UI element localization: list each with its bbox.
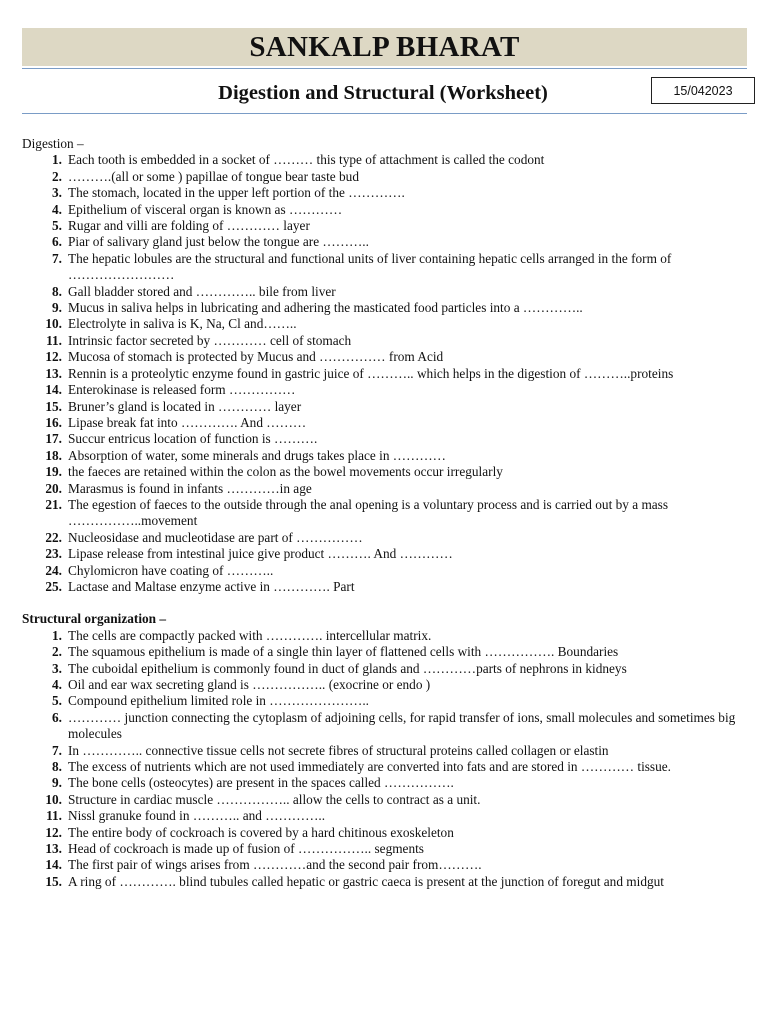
question-number: 3. xyxy=(52,185,62,201)
question-number: 13. xyxy=(45,841,62,857)
question-number: 7. xyxy=(52,742,62,758)
question-number: 5. xyxy=(52,693,62,709)
question-text: Lipase release from intestinal juice give product ………. And ………… xyxy=(68,546,453,562)
question-number: 17. xyxy=(45,431,62,447)
question-text: The excess of nutrients which are not used immediately are converted into fats and are stored in ………… tissue. xyxy=(68,759,671,775)
question-text: Oil and ear wax secreting gland is …………….. (exocrine or endo ) xyxy=(68,677,431,692)
question-number: 1. xyxy=(52,627,62,643)
question-item xyxy=(22,415,750,431)
question-text: Intrinsic factor secreted by ………… cell of stomach xyxy=(68,332,352,348)
question-text: Lactase and Maltase enzyme active in …………. Part xyxy=(68,578,355,594)
question-item xyxy=(22,349,750,365)
question-list-structural xyxy=(22,628,750,891)
question-text: ……….(all or some ) papillae of tongue bear taste bud xyxy=(68,168,359,184)
question-number: 14. xyxy=(45,857,62,873)
question-item xyxy=(22,661,750,677)
question-text: The cells are compactly packed with …………. intercellular matrix. xyxy=(68,627,432,643)
question-text: Epithelium of visceral organ is known as ………… xyxy=(68,201,343,217)
question-item xyxy=(22,644,750,660)
question-number: 7. xyxy=(52,250,62,266)
question-number: 9. xyxy=(52,775,62,791)
question-text: The egestion of faeces to the outside through the anal opening is a voluntary process and is carried out by a mass ……………..movement xyxy=(68,496,669,529)
question-number: 4. xyxy=(52,201,62,217)
question-item xyxy=(22,185,750,201)
question-text: Mucus in saliva helps in lubricating and adhering the masticated food particles into a ………….. xyxy=(68,300,583,316)
question-text: ………… junction connecting the cytoplasm of adjoining cells, for rapid transfer of ions, small molecules and sometimes big molecules xyxy=(68,709,736,742)
question-text: The bone cells (osteocytes) are present in the spaces called ……………. xyxy=(68,775,454,791)
question-item xyxy=(22,152,750,168)
question-number: 1. xyxy=(52,152,62,168)
question-text: Gall bladder stored and ………….. bile from liver xyxy=(68,283,336,299)
question-text: The hepatic lobules are the structural and functional units of liver containing hepatic cells arranged in the form of …………………… xyxy=(68,250,672,283)
question-number: 11. xyxy=(46,808,62,824)
question-number: 6. xyxy=(52,234,62,250)
question-item xyxy=(22,251,750,284)
question-item xyxy=(22,316,750,332)
question-text: Enterokinase is released form …………… xyxy=(68,382,296,398)
section-title-digestion: Digestion – xyxy=(22,136,84,151)
question-text: A ring of …………. blind tubules called hepatic or gastric caeca is present at the junction of foregut and midgut xyxy=(68,873,664,889)
question-number: 20. xyxy=(45,480,62,496)
section-title-structural: Structural organization – xyxy=(22,611,167,627)
question-number: 21. xyxy=(45,496,62,512)
question-item xyxy=(22,546,750,562)
question-text: the faeces are retained within the colon as the bowel movements occur irregularly xyxy=(68,464,503,480)
section-gap xyxy=(22,595,750,611)
question-text: The entire body of cockroach is covered by a hard chitinous exoskeleton xyxy=(68,824,454,840)
question-number: 9. xyxy=(52,300,62,316)
question-number: 11. xyxy=(46,332,62,348)
question-text: Absorption of water, some minerals and drugs takes place in ………… xyxy=(68,447,446,463)
question-item xyxy=(22,579,750,595)
question-text: Bruner’s gland is located in ………… layer xyxy=(68,398,302,414)
question-number: 12. xyxy=(45,824,62,840)
question-text: Nucleosidase and mucleotidase are part of …………… xyxy=(68,529,363,545)
question-number: 8. xyxy=(52,283,62,299)
question-item xyxy=(22,399,750,415)
question-item xyxy=(22,628,750,644)
question-number: 4. xyxy=(52,677,62,692)
question-text: Rennin is a proteolytic enzyme found in gastric juice of ……….. which helps in the digestion of ………..proteins xyxy=(68,365,674,381)
question-number: 14. xyxy=(45,382,62,398)
question-number: 23. xyxy=(45,546,62,562)
question-number: 16. xyxy=(45,414,62,430)
question-item xyxy=(22,825,750,841)
question-text: Head of cockroach is made up of fusion of …………….. segments xyxy=(68,841,424,857)
question-item xyxy=(22,792,750,808)
question-number: 10. xyxy=(45,316,62,332)
question-item xyxy=(22,464,750,480)
question-number: 5. xyxy=(52,218,62,234)
question-number: 25. xyxy=(45,578,62,594)
question-number: 10. xyxy=(45,791,62,807)
question-item xyxy=(22,169,750,185)
brand-title: SANKALP BHARAT xyxy=(249,30,520,63)
question-text: Compound epithelium limited role in ………………….. xyxy=(68,693,370,709)
question-item xyxy=(22,234,750,250)
question-item xyxy=(22,874,750,890)
question-item xyxy=(22,693,750,709)
question-text: Nissl granuke found in ……….. and ………….. xyxy=(68,808,326,824)
question-item xyxy=(22,841,750,857)
question-text: The squamous epithelium is made of a single thin layer of flattened cells with ……………. Boundaries xyxy=(68,644,619,660)
question-item xyxy=(22,530,750,546)
question-text: Each tooth is embedded in a socket of ……… this type of attachment is called the codont xyxy=(68,152,545,168)
question-number: 2. xyxy=(52,168,62,184)
date-box xyxy=(651,77,755,104)
question-item xyxy=(22,284,750,300)
brand-banner xyxy=(22,28,747,66)
question-number: 6. xyxy=(52,709,62,725)
question-item xyxy=(22,448,750,464)
question-text: The stomach, located in the upper left portion of the …………. xyxy=(68,185,405,201)
question-text: Lipase break fat into …………. And ……… xyxy=(68,414,307,430)
date-text: 15/042023 xyxy=(673,83,733,98)
question-item xyxy=(22,710,750,743)
question-list-digestion xyxy=(22,152,750,595)
question-number: 3. xyxy=(52,660,62,676)
question-number: 2. xyxy=(52,644,62,660)
question-number: 8. xyxy=(52,759,62,775)
question-item xyxy=(22,497,750,530)
question-number: 24. xyxy=(45,562,62,578)
question-item xyxy=(22,218,750,234)
section-digestion xyxy=(22,136,750,595)
question-item xyxy=(22,775,750,791)
question-item xyxy=(22,759,750,775)
question-item xyxy=(22,563,750,579)
question-item xyxy=(22,481,750,497)
question-text: Succur entricus location of function is ………. xyxy=(68,431,318,447)
question-number: 12. xyxy=(45,349,62,365)
question-number: 13. xyxy=(45,365,62,381)
question-item xyxy=(22,333,750,349)
question-number: 19. xyxy=(45,464,62,480)
question-item xyxy=(22,431,750,447)
question-text: Electrolyte in saliva is K, Na, Cl and…….. xyxy=(68,316,297,332)
question-item xyxy=(22,857,750,873)
question-item xyxy=(22,743,750,759)
question-text: In ………….. connective tissue cells not secrete fibres of structural proteins called collagen or elastin xyxy=(68,742,609,758)
question-text: Marasmus is found in infants …………in age xyxy=(68,480,312,496)
section-structural xyxy=(22,611,750,890)
question-item xyxy=(22,677,750,693)
question-text: Chylomicron have coating of ……….. xyxy=(68,562,274,578)
worksheet-title-text: Digestion and Structural (Worksheet) xyxy=(218,82,548,104)
question-item xyxy=(22,366,750,382)
header-rule-bottom xyxy=(22,113,747,114)
question-text: Rugar and villi are folding of ………… layer xyxy=(68,218,310,234)
question-text: The first pair of wings arises from …………and the second pair from………. xyxy=(68,857,482,873)
question-item xyxy=(22,202,750,218)
question-number: 15. xyxy=(45,873,62,889)
question-text: The cuboidal epithelium is commonly found in duct of glands and …………parts of nephrons in kidneys xyxy=(68,660,627,676)
header-rule-top xyxy=(22,68,747,69)
question-text: Structure in cardiac muscle …………….. allow the cells to contract as a unit. xyxy=(68,791,481,807)
worksheet-body xyxy=(22,136,750,890)
question-number: 15. xyxy=(45,398,62,414)
question-number: 22. xyxy=(45,529,62,545)
question-item xyxy=(22,300,750,316)
question-text: Piar of salivary gland just below the tongue are ……….. xyxy=(68,234,369,250)
question-number: 18. xyxy=(45,447,62,463)
question-item xyxy=(22,808,750,824)
question-item xyxy=(22,382,750,398)
question-text: Mucosa of stomach is protected by Mucus and …………… from Acid xyxy=(68,349,444,365)
